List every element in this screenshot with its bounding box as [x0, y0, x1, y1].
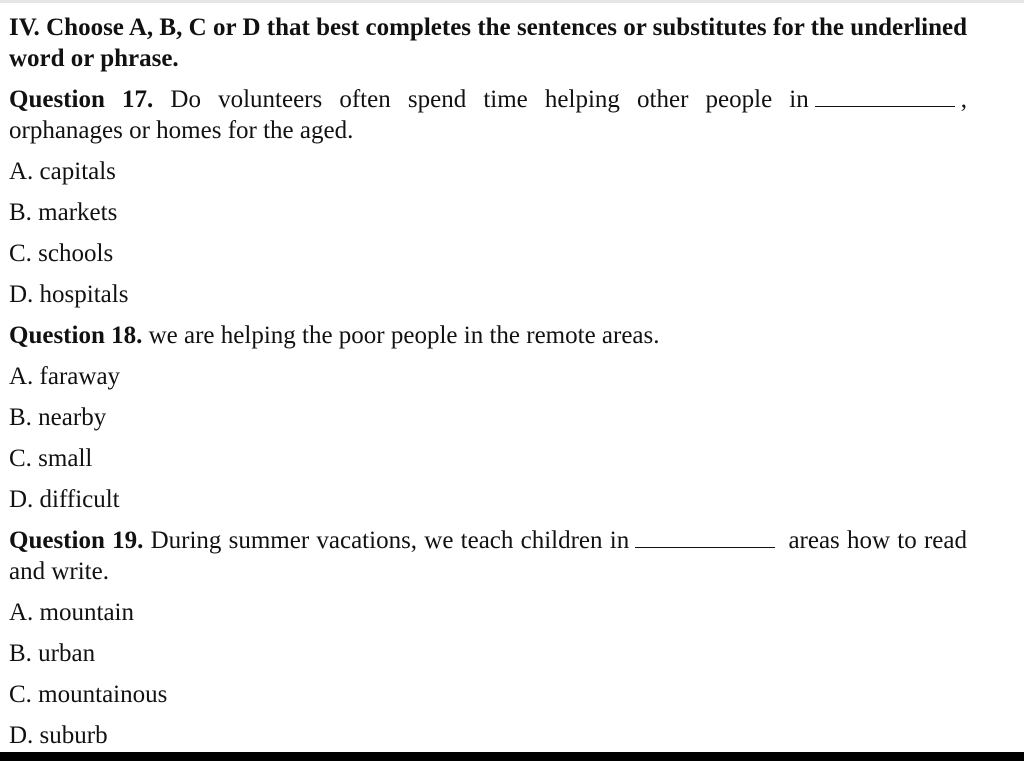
top-divider	[0, 0, 1024, 3]
question-18-text: we are helping the poor people in the remote areas.	[148, 322, 660, 349]
question-17-label: Question 17.	[9, 86, 154, 113]
question-17-option-d[interactable]: D. hospitals	[9, 281, 129, 308]
question-18-option-b[interactable]: B. nearby	[9, 404, 107, 431]
question-18	[9, 320, 967, 351]
question-18-option-c[interactable]: C. small	[9, 445, 93, 472]
question-17-option-a[interactable]: A. capitals	[9, 158, 116, 185]
question-18-option-d[interactable]: D. difficult	[9, 486, 120, 513]
question-17-text-before: Do volunteers often spend time helping other people in	[170, 86, 809, 113]
question-19	[9, 525, 967, 587]
question-17-option-b[interactable]: B. markets	[9, 199, 118, 226]
question-19-text-before: During summer vacations, we teach children in	[150, 527, 630, 554]
question-19-text-after: areas how to read and write.	[9, 527, 967, 585]
question-19-option-b[interactable]: B. urban	[9, 640, 96, 667]
exercise-content	[9, 12, 967, 761]
question-19-label: Question 19.	[9, 527, 144, 554]
question-19-blank	[635, 525, 775, 548]
question-19-option-a[interactable]: A. mountain	[9, 599, 134, 626]
question-19-option-d[interactable]: D. suburb	[9, 722, 108, 749]
question-18-option-a[interactable]: A. faraway	[9, 363, 121, 390]
question-19-option-c[interactable]: C. mountainous	[9, 681, 168, 708]
section-heading: IV. Choose A, B, C or D that best completes the sentences or substitutes for the underlined word or phrase.	[9, 14, 967, 72]
question-18-label: Question 18.	[9, 322, 143, 349]
bottom-bar	[0, 752, 1024, 761]
question-17-option-c[interactable]: C. schools	[9, 240, 114, 267]
question-17-text-after: , orphanages or homes for the aged.	[9, 86, 967, 144]
question-17	[9, 84, 967, 146]
question-17-blank	[815, 84, 955, 107]
